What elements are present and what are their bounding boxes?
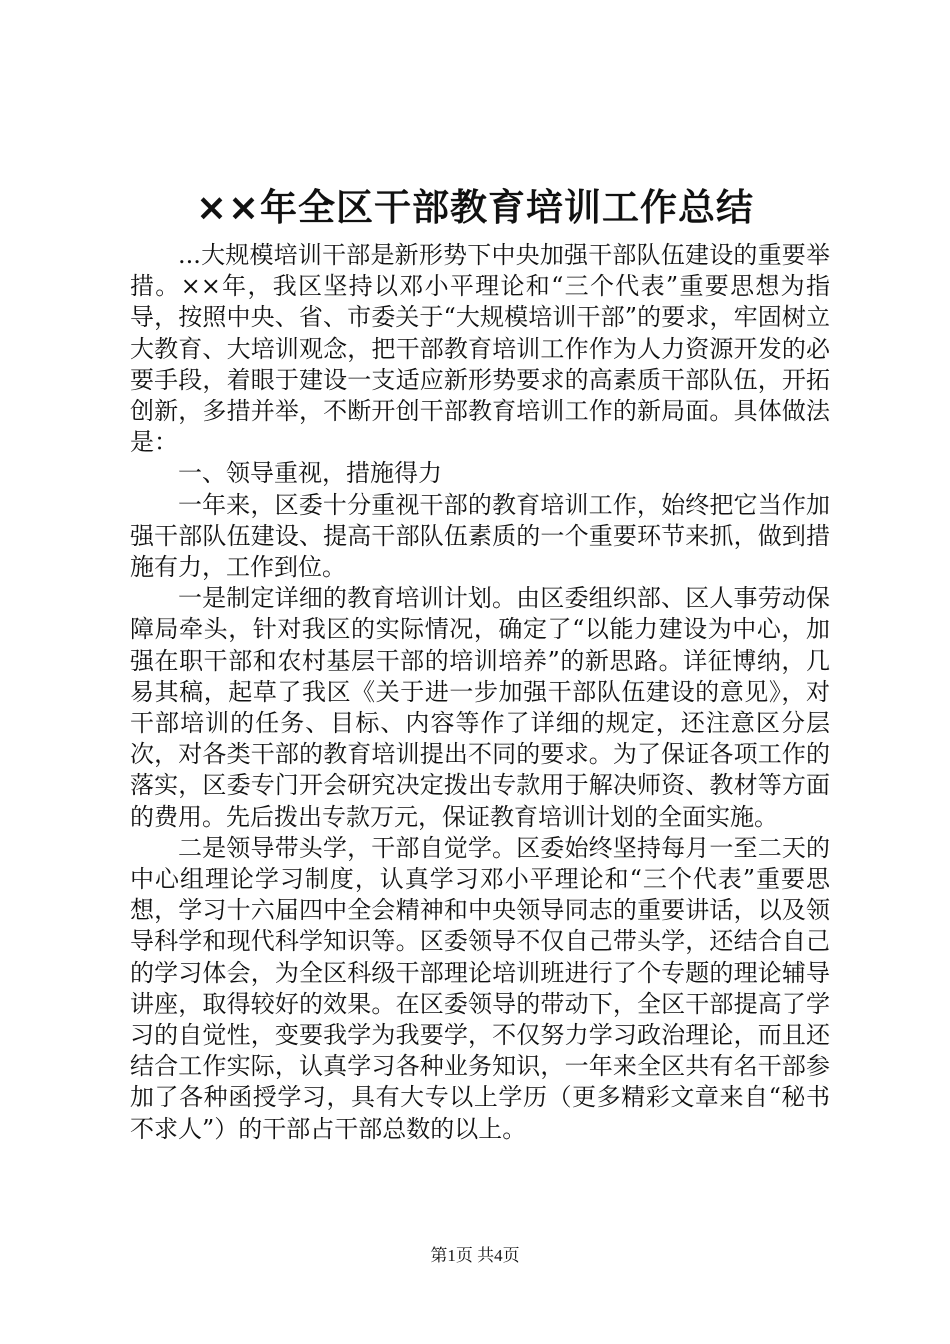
intro-paragraph: ...大规模培训干部是新形势下中央加强干部队伍建设的重要举措。××年，我区坚持以邓小平理论和“三个代表”重要思想为指导，按照中央、省、市委关于“大规模培训干部”的要求，牢固树立大教育、大培训观念，把干部教育培训工作作为人力资源开发的必要手段，着眼于建设一支适应新形势要求的高素质干部队伍，开拓创新，多措并举，不断开创干部教育培训工作的新局面。具体做法是： [130,241,830,457]
page-number-footer: 第1页 共4页 [430,1246,520,1265]
section-heading: 一、领导重视，措施得力 [178,459,442,488]
body-paragraph: 二是领导带头学，干部自觉学。区委始终坚持每月一至二天的中心组理论学习制度，认真学习邓小平理论和“三个代表”重要思想，学习十六届四中全会精神和中央领导同志的重要讲话，以及领导科学和现代科学知识等。区委领导不仅自己带头学，还结合自己的学习体会，为全区科级干部理论培训班进行了个专题的理论辅导讲座，取得较好的效果。在区委领导的带动下，全区干部提高了学习的自觉性，变要我学为我要学，不仅努力学习政治理论，而且还结合工作实际，认真学习各种业务知识，一年来全区共有名干部参加了各种函授学习，具有大专以上学历（更多精彩文章来自“秘书不求人”）的干部占干部总数的以上。 [130,833,830,1143]
document-body [130,240,830,1145]
body-paragraph: 一是制定详细的教育培训计划。由区委组织部、区人事劳动保障局牵头，针对我区的实际情况，确定了“以能力建设为中心，加强在职干部和农村基层干部的培训培养”的新思路。详征博纳，几易其稿，起草了我区《关于进一步加强干部队伍建设的意见》，对干部培训的任务、目标、内容等作了详细的规定，还注意区分层次，对各类干部的教育培训提出不同的要求。为了保证各项工作的落实，区委专门开会研究决定拨出专款用于解决师资、教材等方面的费用。先后拨出专款万元，保证教育培训计划的全面实施。 [130,584,830,831]
page-title: ××年全区干部教育培训工作总结 [195,186,754,229]
body-paragraph: 一年来，区委十分重视干部的教育培训工作，始终把它当作加强干部队伍建设、提高干部队伍素质的一个重要环节来抓，做到措施有力，工作到位。 [130,490,830,582]
